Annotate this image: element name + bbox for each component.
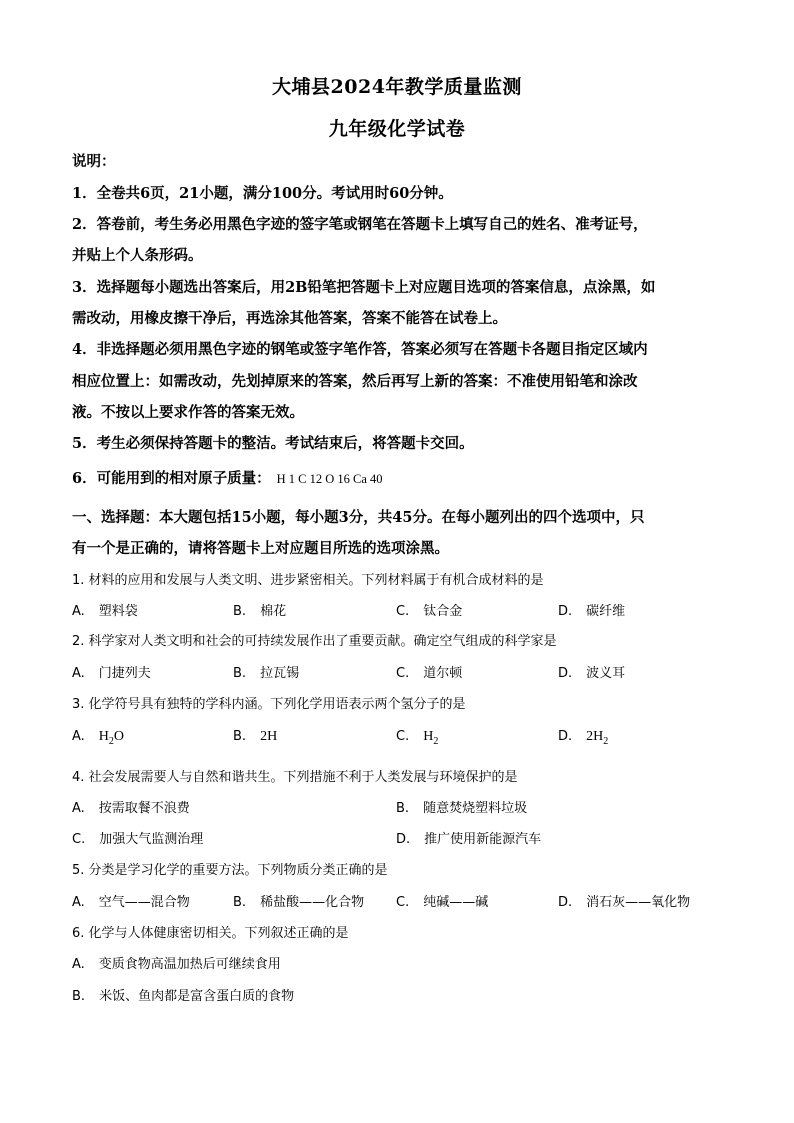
option-c: C. 道尔顿 (396, 666, 463, 681)
option-a: A. 变质食物高温加热后可继续食用 (72, 957, 281, 972)
instruction-line: 2．答卷前，考生务必用黑色字迹的签字笔或钢笔在答题卡上填写自己的姓名、准考证号， (72, 216, 648, 233)
option-b: B. 米饭、鱼肉都是富含蛋白质的食物 (72, 989, 295, 1004)
option-a: A. $H_2O$ (72, 729, 125, 747)
exam-title: 大埔县2024年教学质量监测 (272, 76, 522, 98)
exam-subtitle: 九年级化学试卷 (328, 118, 466, 140)
formula: $2H_2$ (586, 729, 609, 747)
formula: 2H (260, 729, 278, 744)
instruction-line: 相应位置上：如需改动，先划掉原来的答案，然后再写上新的答案：不准使用铅笔和涂改 (72, 373, 638, 390)
formula: $H_2$ (423, 729, 439, 747)
option-a: A. 塑料袋 (72, 604, 138, 619)
option-d: D. $2H_2$ (558, 729, 609, 747)
option-c: C. 纯碱——碱 (396, 895, 489, 910)
option-c: C. $H_2$ (396, 729, 439, 747)
question-stem: 4. 社会发展需要人与自然和谐共生。下列措施不利于人类发展与环境保护的是 (72, 770, 518, 785)
option-a: A. 门捷列夫 (72, 666, 151, 681)
question-stem: 5. 分类是学习化学的重要方法。下列物质分类正确的是 (72, 863, 388, 878)
option-d: D. 波义耳 (558, 666, 626, 681)
section-heading: 一、选择题：本大题包括15小题，每小题3分，共45分。在每小题列出的四个选项中，只 (72, 509, 645, 526)
question-stem: 2. 科学家对人类文明和社会的可持续发展作出了重要贡献。确定空气组成的科学家是 (72, 634, 557, 649)
instruction-line: 并贴上个人条形码。 (72, 247, 203, 264)
instruction-line: 1．全卷共6页，21小题，满分100分。考试用时60分钟。 (72, 185, 453, 202)
option-b: B. 稀盐酸——化合物 (233, 895, 365, 910)
instruction-line: 3．选择题每小题选出答案后，用2B铅笔把答题卡上对应题目选项的答案信息，点涂黑，如 (72, 279, 656, 296)
instruction-line: 4．非选择题必须用黑色字迹的钢笔或签字笔作答，答案必须写在答题卡各题目指定区域内 (72, 341, 648, 358)
option-d: D. 推广使用新能源汽车 (396, 832, 542, 847)
formula: $H_2O$ (98, 729, 125, 747)
atomic-mass-label: 6．可能用到的相对原子质量： (72, 470, 271, 487)
option-d: D. 消石灰——氧化物 (558, 895, 691, 910)
option-c: C. 加强大气监测治理 (72, 832, 204, 847)
instruction-line: 需改动，用橡皮擦干净后，再选涂其他答案，答案不能答在试卷上。 (72, 310, 507, 327)
question-stem: 1. 材料的应用和发展与人类文明、进步紧密相关。下列材料属于有机合成材料的是 (72, 573, 544, 588)
question-stem: 6. 化学与人体健康密切相关。下列叙述正确的是 (72, 926, 349, 941)
option-a: A. 按需取餐不浪费 (72, 801, 190, 816)
instruction-line (72, 467, 383, 488)
instruction-line: 5．考生必须保持答题卡的整洁。考试结束后，将答题卡交回。 (72, 435, 474, 452)
option-b: B. 随意焚烧塑料垃圾 (396, 801, 528, 816)
question-stem: 3. 化学符号具有独特的学科内涵。下列化学用语表示两个氢分子的是 (72, 697, 466, 712)
option-b: B. 拉瓦锡 (233, 666, 300, 681)
option-c: C. 钛合金 (396, 604, 463, 619)
instruction-line: 液。不按以上要求作答的答案无效。 (72, 404, 304, 421)
section-heading: 有一个是正确的，请将答题卡上对应题目所选的选项涂黑。 (72, 540, 449, 557)
option-d: D. 碳纤维 (558, 604, 626, 619)
option-b: B. 2H (233, 729, 278, 744)
option-a: A. 空气——混合物 (72, 895, 190, 910)
instructions-heading: 说明： (72, 153, 116, 170)
option-b: B. 棉花 (233, 604, 287, 619)
atomic-mass-values: H 1 C 12 O 16 Ca 40 (276, 472, 383, 486)
